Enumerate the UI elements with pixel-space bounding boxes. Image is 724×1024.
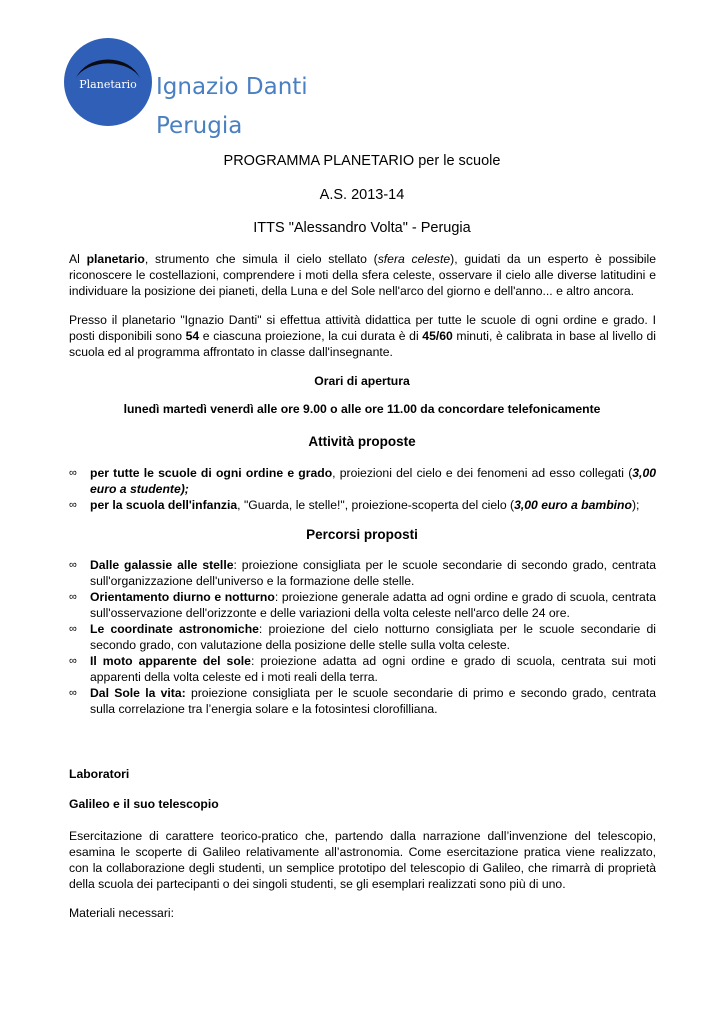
- list-item: ∞ Le coordinate astronomiche: proiezione del cielo notturno consigliata per le scuole secondarie di secondo grado, con valutazione della posizione delle stelle sulla volta celeste.: [69, 622, 656, 652]
- brand-name: Ignazio Danti: [156, 74, 308, 100]
- planetario-logo: [64, 38, 152, 126]
- list-item: ∞ per tutte le scuole di ogni ordine e grado, proiezioni del cielo e dei fenomeni ad esso collegati (3,00 euro a studente);: [69, 466, 657, 496]
- logo-text: Planetario: [79, 78, 137, 91]
- info-paragraph: Presso il planetario "Ignazio Danti" si effettua attività didattica per tutte le scuole di ogni ordine e grado. I posti disponibili sono 54 e ciascuna proiezione, la cui durata è di 45/60 minuti, è calibrata in base al livello di scuola ed al programma affrontato in classe dall'insegnante.: [69, 313, 656, 359]
- hours-heading: Orari di apertura: [314, 374, 410, 388]
- infinity-bullet-icon: ∞: [69, 499, 77, 511]
- infinity-bullet-icon: ∞: [69, 655, 77, 667]
- list-item: ∞ Dal Sole la vita: proiezione consigliata per le scuole secondarie di primo e secondo grado, centrata sulla correlazione tra l’energia solare e la fotosintesi clorofilliana.: [69, 686, 656, 716]
- materials-label: Materiali necessari:: [69, 906, 174, 920]
- infinity-bullet-icon: ∞: [69, 687, 77, 699]
- infinity-bullet-icon: ∞: [69, 591, 77, 603]
- routes-list: [69, 557, 656, 717]
- school-name: ITTS "Alessandro Volta" - Perugia: [253, 220, 471, 236]
- intro-paragraph: Al planetario, strumento che simula il cielo stellato (sfera celeste), guidati da un esperto è possibile riconoscere le costellazioni, comprendere i moti della sfera celeste, osservare il cielo alle diverse latitudini e individuare la posizione dei pianeti, della Luna e del Sole nell'arco del giorno e dell'anno... e altro ancora.: [69, 252, 656, 298]
- hours-text: lunedì martedì venerdì alle ore 9.00 o alle ore 11.00 da concordare telefonicamente: [123, 402, 601, 416]
- activities-list: [69, 465, 656, 513]
- infinity-bullet-icon: ∞: [69, 467, 77, 479]
- list-item: ∞ Orientamento diurno e notturno: proiezione generale adatta ad ogni ordine e grado di scuola, centrata sull'osservazione dell'orizzonte e delle variazioni della volta celeste nell'arco delle 24 ore.: [69, 590, 656, 620]
- infinity-bullet-icon: ∞: [69, 559, 77, 571]
- routes-heading: Percorsi proposti: [306, 527, 418, 542]
- labs-heading: Laboratori: [69, 767, 130, 781]
- lab-title: Galileo e il suo telescopio: [69, 797, 219, 811]
- brand-city: Perugia: [156, 113, 243, 139]
- activities-heading: Attività proposte: [308, 434, 416, 449]
- list-item: ∞ Dalle galassie alle stelle: proiezione consigliata per le scuole secondarie di secondo grado, centrata sull'organizzazione dell'universo e la formazione delle stelle.: [69, 558, 657, 588]
- list-item: ∞ Il moto apparente del sole: proiezione adatta ad ogni ordine e grado di scuola, centrata sui moti apparenti della volta celeste ed i moti reali della terra.: [69, 654, 656, 684]
- school-year: A.S. 2013-14: [319, 187, 405, 203]
- page-title: PROGRAMMA PLANETARIO per le scuole: [223, 153, 501, 169]
- infinity-bullet-icon: ∞: [69, 623, 77, 635]
- lab-description: Esercitazione di carattere teorico-pratico che, partendo dalla narrazione dall’invenzione del telescopio, esamina le scoperte di Galileo relativamente all’astronomia. Come esercitazione pratica viene realizzato, con la collaborazione degli studenti, un semplice prototipo del telescopio di Galileo, che rimarrà di proprietà della scuola dei partecipanti o dei singoli studenti, se gli esemplari realizzati sono più di uno.: [69, 829, 656, 891]
- list-item: ∞ per la scuola dell'infanzia, "Guarda, le stelle!", proiezione-scoperta del cielo (3,00 euro a bambino);: [69, 498, 640, 512]
